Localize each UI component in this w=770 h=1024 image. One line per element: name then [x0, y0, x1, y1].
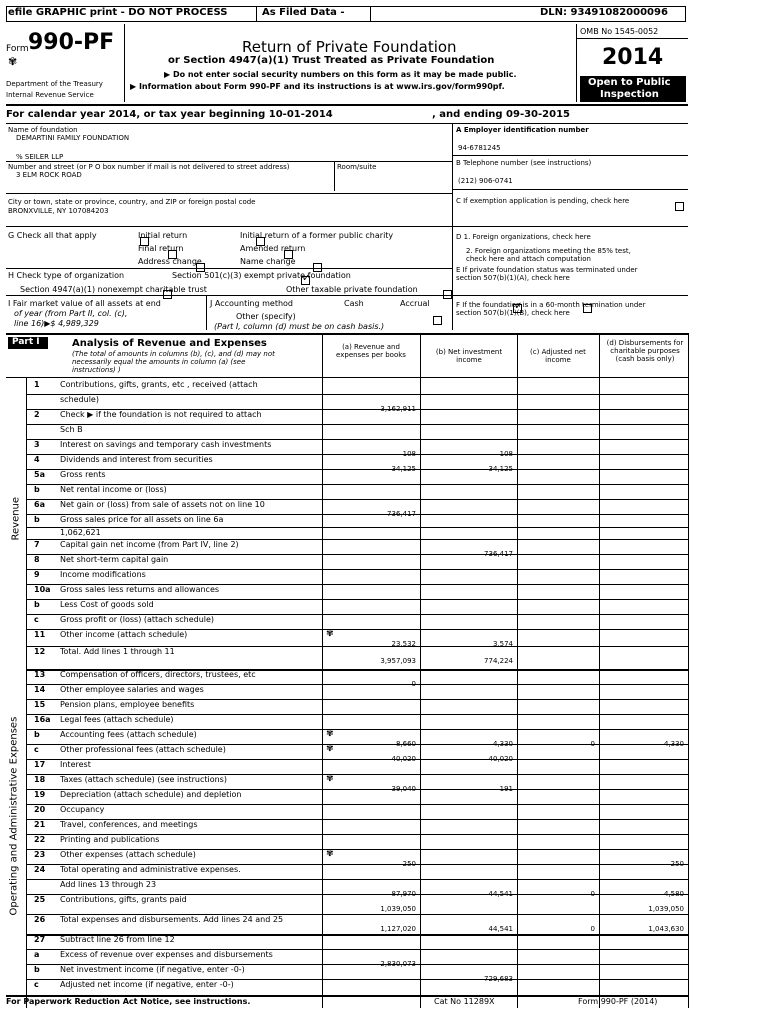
row-value-a: 250 [402, 860, 416, 868]
row-label: Interest [60, 760, 91, 769]
row-number: 2 [34, 410, 40, 419]
row-divider [26, 469, 688, 470]
row-value-b: 4,330 [492, 740, 513, 748]
open-line1: Open to Public [588, 77, 671, 88]
row-label: Subtract line 26 from line 12 [60, 935, 175, 944]
row-value-a: 736,417 [387, 510, 416, 518]
row-label: Net short-term capital gain [60, 555, 169, 564]
row-value-a: 108 [402, 450, 416, 458]
row-label: schedule) [60, 395, 99, 404]
amended-return-label: Amended return [240, 244, 306, 253]
tax-year: 2014 [602, 45, 664, 70]
accrual-label: Accrual [400, 299, 430, 308]
street-label: Number and street (or P O box number if mail is not delivered to street address) [8, 163, 290, 171]
row-number: 14 [34, 685, 46, 694]
street-value: 3 ELM ROCK ROAD [16, 171, 82, 179]
row-label: Compensation of officers, directors, trustees, etc [60, 670, 256, 679]
row-value-a: 40,020 [391, 755, 416, 763]
row-number: 4 [34, 455, 40, 464]
form-number: 990-PF [28, 30, 115, 55]
omb-number: OMB No 1545-0052 [580, 27, 659, 36]
irs-label: Internal Revenue Service [6, 91, 94, 99]
care-of: % SEILER LLP [16, 153, 64, 161]
ein-value: 94-6781245 [458, 144, 501, 152]
j-note: (Part I, column (d) must be on cash basis.) [214, 322, 385, 331]
row-number: 20 [34, 805, 46, 814]
row-number: b [34, 600, 40, 609]
initial-former-label: Initial return of a former public charity [240, 231, 394, 240]
row-label: Check ▶ if the foundation is not required to attach [60, 410, 262, 419]
row-number: 3 [34, 440, 40, 449]
ein-label: A Employer identification number [456, 126, 589, 134]
open-line2: Inspection [600, 89, 659, 100]
row-number: 9 [34, 570, 40, 579]
row-label: Excess of revenue over expenses and disbursements [60, 950, 273, 959]
row-number: 24 [34, 865, 46, 874]
phone-label: B Telephone number (see instructions) [456, 159, 592, 167]
row-number: 15 [34, 700, 46, 709]
row-value-b: 40,020 [488, 755, 513, 763]
part1-tag-label: Part I [12, 337, 40, 347]
row-label: Gross sales price for all assets on line 6a [60, 515, 224, 524]
row-label: Capital gain net income (from Part IV, line 2) [60, 540, 239, 549]
row-label: Other expenses (attach schedule) [60, 850, 196, 859]
address-change-label: Address change [138, 257, 202, 266]
row-value-a: 3,162,911 [380, 405, 416, 413]
row-number: 19 [34, 790, 46, 799]
row-number: 23 [34, 850, 46, 859]
row-number: 5a [34, 470, 45, 479]
row-number: 22 [34, 835, 46, 844]
row-label: Total operating and administrative expenses. [60, 865, 241, 874]
row-label: Dividends and interest from securities [60, 455, 213, 464]
form-title: Return of Private Foundation [242, 38, 457, 56]
row-value-a: 34,125 [391, 465, 416, 473]
row-number: c [34, 980, 39, 989]
row-number: 13 [34, 670, 46, 679]
row-label: Contributions, gifts, grants, etc , received (attach [60, 380, 258, 389]
phone-value: (212) 906-0741 [458, 177, 513, 185]
footer-notice: For Paperwork Reduction Act Notice, see instructions. [6, 997, 251, 1006]
row-number: 6a [34, 500, 45, 509]
col-c-header: (c) Adjusted net income [530, 348, 586, 364]
f-label: F If the foundation is in a 60-month termination under section 507(b)(1)(B), check here [456, 301, 646, 317]
row-value-a: 2,830,073 [380, 960, 416, 968]
attachment-icon[interactable]: ✾ [326, 774, 334, 784]
row-label: Taxes (attach schedule) (see instructions) [60, 775, 227, 784]
final-return-label: Final return [138, 244, 184, 253]
row-number: a [34, 950, 40, 959]
col-a-header: (a) Revenue and expenses per books [336, 343, 406, 359]
room-label: Room/suite [337, 163, 377, 171]
row-divider [26, 424, 688, 425]
row-value-c: 0 [590, 925, 595, 933]
row-value-a: 3,957,093 [380, 657, 416, 665]
row-value-a: 23,532 [391, 640, 416, 648]
row-label: 1,062,621 [60, 528, 101, 537]
row-label: Gross sales less returns and allowances [60, 585, 220, 594]
row-number: 25 [34, 895, 46, 904]
row-number: 18 [34, 775, 46, 784]
row-label: Gross profit or (loss) (attach schedule) [60, 615, 215, 624]
footer-form: Form 990-PF (2014) [578, 997, 658, 1006]
row-label: Gross rents [60, 470, 106, 479]
row-value-b: 729,683 [484, 975, 513, 983]
row-label: Total expenses and disbursements. Add lines 24 and 25 [60, 915, 284, 924]
row-number: 12 [34, 647, 46, 656]
foundation-name: DEMARTINI FAMILY FOUNDATION [16, 134, 130, 142]
row-number: 27 [34, 935, 46, 944]
row-label: Legal fees (attach schedule) [60, 715, 174, 724]
row-value-d: 4,330 [663, 740, 684, 748]
footer-cat: Cat No 11289X [434, 997, 495, 1006]
row-label: Other professional fees (attach schedule) [60, 745, 226, 754]
row-label: Income modifications [60, 570, 146, 579]
row-value-d: 4,580 [663, 890, 684, 898]
row-label: Depreciation (attach schedule) and depletion [60, 790, 242, 799]
col-b-header: (b) Net investment income [435, 348, 503, 364]
row-label: Net gain or (loss) from sale of assets not on line 10 [60, 500, 265, 509]
c-label: C If exemption application is pending, check here [456, 197, 630, 205]
banner-dln: DLN: 93491082000096 [540, 7, 668, 18]
form-prefix: Form [6, 44, 29, 54]
initial-return-label: Initial return [138, 231, 188, 240]
attachment-icon[interactable]: ✾ [326, 729, 334, 739]
g-label: G Check all that apply [8, 231, 97, 240]
expenses-side-label: Operating and Administrative Expenses [8, 716, 20, 916]
row-number: 8 [34, 555, 40, 564]
row-label: Add lines 13 through 23 [60, 880, 157, 889]
col-d-header: (d) Disbursements for charitable purposes (cash basis only) [606, 339, 684, 363]
irs-logo-icon: ✾ [8, 55, 18, 68]
row-value-b: 108 [499, 450, 513, 458]
attachment-icon[interactable]: ✾ [326, 629, 334, 639]
row-number: 17 [34, 760, 46, 769]
j-label: J Accounting method [210, 299, 294, 308]
row-number: 10a [34, 585, 51, 594]
h-other-label: Other taxable private foundation [286, 285, 418, 294]
row-label: Net rental income or (loss) [60, 485, 167, 494]
row-value-a: 0 [411, 680, 416, 688]
row-value-a: 1,039,050 [380, 905, 416, 913]
name-change-label: Name change [240, 257, 296, 266]
row-label: Other employee salaries and wages [60, 685, 204, 694]
row-number: c [34, 745, 39, 754]
row-value-d: 250 [670, 860, 684, 868]
row-number: 7 [34, 540, 40, 549]
row-divider [26, 527, 688, 528]
city-label: City or town, state or province, country, and ZIP or foreign postal code [8, 198, 256, 206]
h-label: H Check type of organization [8, 271, 125, 280]
row-label: Accounting fees (attach schedule) [60, 730, 197, 739]
row-number: 26 [34, 915, 46, 924]
d2-label: 2. Foreign organizations meeting the 85% test, check here and attach computation [466, 247, 631, 263]
row-value-b: 736,417 [484, 550, 513, 558]
row-value-a: 1,127,020 [380, 925, 416, 933]
row-label: Less Cost of goods sold [60, 600, 154, 609]
row-value-b: 3,574 [492, 640, 513, 648]
banner-left: efile GRAPHIC print - DO NOT PROCESS [8, 7, 228, 18]
other-method-checkbox[interactable] [433, 316, 442, 325]
h-501c3-label: Section 501(c)(3) exempt private foundation [172, 271, 351, 280]
revenue-side-label: Revenue [10, 496, 22, 541]
banner-mid: As Filed Data - [262, 7, 345, 18]
i-label2: of year (from Part II, col. (c), [14, 309, 128, 318]
row-divider [26, 394, 688, 395]
row-value-b: 34,125 [488, 465, 513, 473]
row-number: b [34, 730, 40, 739]
row-value-c: 0 [590, 890, 595, 898]
row-label: Total. Add lines 1 through 11 [60, 647, 175, 656]
h-4947-label: Section 4947(a)(1) nonexempt charitable trust [20, 285, 207, 294]
d1-label: D 1. Foreign organizations, check here [456, 233, 591, 241]
row-value-c: 0 [590, 740, 595, 748]
row-number: 21 [34, 820, 46, 829]
i-label1: I Fair market value of all assets at end [8, 299, 161, 308]
row-number: c [34, 615, 39, 624]
form-subtitle: or Section 4947(a)(1) Trust Treated as Private Foundation [168, 55, 495, 66]
row-value-b: 774,224 [484, 657, 513, 665]
attachment-icon[interactable]: ✾ [326, 849, 334, 859]
cash-label: Cash [344, 299, 364, 308]
row-value-b: 44,541 [488, 890, 513, 898]
c-checkbox[interactable] [675, 202, 684, 211]
row-label: Adjusted net income (if negative, enter -0-) [60, 980, 234, 989]
city-value: BRONXVILLE, NY 107084203 [8, 207, 109, 215]
row-label: Interest on savings and temporary cash investments [60, 440, 272, 449]
row-value-d: 1,039,050 [648, 905, 684, 913]
attachment-icon[interactable]: ✾ [326, 744, 334, 754]
row-number: 11 [34, 630, 46, 639]
name-label: Name of foundation [8, 126, 78, 134]
dept-treasury: Department of the Treasury [6, 80, 103, 88]
row-value-a: 8,660 [395, 740, 416, 748]
row-value-b: 44,541 [488, 925, 513, 933]
row-number: b [34, 965, 40, 974]
row-value-b: 191 [499, 785, 513, 793]
calendar-end: , and ending 09-30-2015 [432, 109, 570, 120]
row-label: Pension plans, employee benefits [60, 700, 195, 709]
e-label: E If private foundation status was terminated under section 507(b)(1)(A), check here [456, 266, 638, 282]
ssn-note: ▶ Do not enter social security numbers on this form as it may be made public. [164, 70, 517, 79]
row-number: b [34, 515, 40, 524]
part1-title: Analysis of Revenue and Expenses [72, 338, 267, 349]
calendar-line: For calendar year 2014, or tax year beginning 10-01-2014 [6, 109, 333, 120]
row-label: Net investment income (if negative, enter -0-) [60, 965, 245, 974]
part1-note: (The total of amounts in columns (b), (c), and (d) may not necessarily equal the amounts in column (a) (see instructions) ) [72, 350, 275, 374]
row-divider [26, 759, 688, 760]
row-number: 1 [34, 380, 40, 389]
row-value-a: 87,970 [391, 890, 416, 898]
row-number: 16a [34, 715, 51, 724]
row-value-d: 1,043,630 [648, 925, 684, 933]
row-label: Printing and publications [60, 835, 160, 844]
row-value-a: 39,040 [391, 785, 416, 793]
row-label: Other income (attach schedule) [60, 630, 188, 639]
row-label: Occupancy [60, 805, 105, 814]
row-label: Travel, conferences, and meetings [60, 820, 198, 829]
row-label: Contributions, gifts, grants paid [60, 895, 187, 904]
row-number: b [34, 485, 40, 494]
info-note: ▶ Information about Form 990-PF and its instructions is at www.irs.gov/form990pf. [130, 82, 505, 91]
other-method-label: Other (specify) [236, 312, 296, 321]
row-label: Sch B [60, 425, 83, 434]
i-label3: line 16)▶$ 4,989,329 [14, 319, 99, 328]
row-divider [26, 804, 688, 805]
